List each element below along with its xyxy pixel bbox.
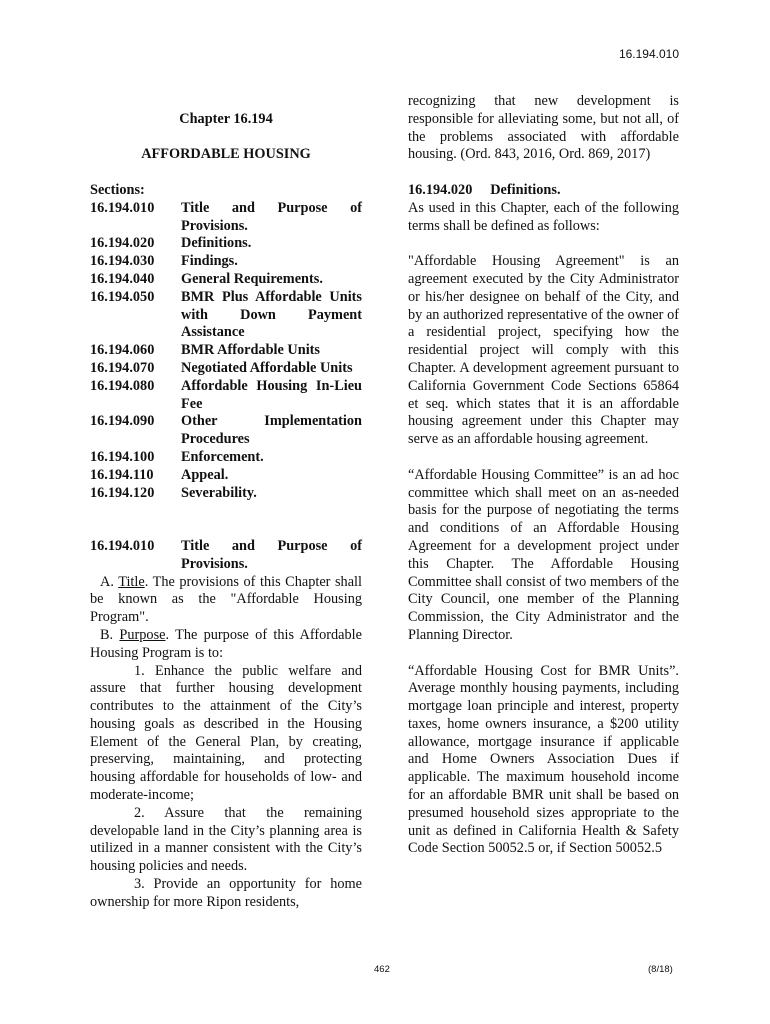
toc-section-title: Definitions. — [181, 235, 252, 252]
toc-section-title: Negotiated Affordable Units — [181, 359, 353, 376]
purpose-2: 2. Assure that the remaining developable land in the City’s planning area is utilized in a manner consistent with the City’s housing policies and needs. — [90, 804, 362, 875]
para-b-term: Purpose — [119, 626, 166, 643]
toc-section-title: BMR Plus Affordable Units with Down Payment Assistance — [181, 288, 362, 341]
toc-row — [90, 467, 362, 485]
toc-section-title: Findings. — [181, 253, 238, 270]
running-header: 16.194.010 — [618, 47, 679, 61]
para-a-text: . The provisions of this Chapter shall be known as the "Affordable Housing Program". — [90, 573, 363, 626]
toc-section-number: 16.194.020 — [90, 235, 155, 252]
revision-date: (8/18) — [648, 964, 673, 975]
toc-section-number: 16.194.030 — [90, 253, 155, 270]
para-a-term: Title — [118, 573, 145, 590]
toc-row — [90, 235, 362, 253]
definition-affordable-housing-agreement: "Affordable Housing Agreement" is an agreement executed by the City Administrator or his/her designee on behalf of the City, and by an authorized representative of the owner of a residential project, specifying how the residential project will comply with this Chapter. A development agreement pursuant to California Government Code Sections 65864 et seq. which states that it is an affordable housing agreement under this Chapter may serve as an affordable housing agreement. — [408, 253, 679, 448]
section-010-number: 16.194.010 — [90, 537, 155, 554]
para-a — [90, 574, 362, 627]
definitions-title: Definitions. — [490, 181, 561, 198]
toc-row — [90, 289, 362, 342]
toc-section-title: Severability. — [181, 484, 257, 501]
toc-row — [90, 485, 362, 503]
definition-affordable-housing-committee: “Affordable Housing Committee” is an ad hoc committee which shall meet on an as-needed basis for the purpose of negotiating the terms and conditions of an Affordable Housing Agreement for a development project under this Chapter. The Affordable Housing Committee shall consist of two members of the City Council, one member of the Planning Commission, the City Administrator and the Planning Director. — [408, 466, 679, 643]
toc-row — [90, 360, 362, 378]
toc-section-title: Title and Purpose of Provisions. — [181, 199, 362, 234]
purpose-3: 3. Provide an opportunity for home ownership for more Ripon residents, — [90, 876, 362, 910]
left-column — [90, 93, 362, 912]
para-b — [90, 627, 362, 663]
continuation-text: recognizing that new development is responsible for alleviating some, but not all, of the problems associated with affordable housing. (Ord. 843, 2016, Ord. 869, 2017) — [408, 93, 679, 163]
definition-affordable-housing-cost: “Affordable Housing Cost for BMR Units”. Average monthly housing payments, including mortgage loan principle and interest, property taxes, home owners insurance, a $200 utility allowance, mortgage insurance if applicable and Home Owners Association Dues if applicable. The maximum household income for an affordable BMR unit shall be based on presumed household sizes appropriate to the unit as defined in California Health & Safety Code Section 50052.5 or, if Section 50052.5 — [408, 662, 679, 857]
definitions-number: 16.194.020 — [408, 181, 473, 198]
toc-section-number: 16.194.120 — [90, 484, 155, 501]
para-b-label: B. — [100, 626, 114, 643]
purpose-1: 1. Enhance the public welfare and assure that further housing development contributes to the attainment of the City’s housing goals as described in the Housing Element of the General Plan, by creating, preserving, maintaining, and protecting housing affordable for households of low- and moderate-income; — [90, 662, 362, 804]
toc-section-number: 16.194.010 — [90, 199, 155, 216]
chapter-title: AFFORDABLE HOUSING — [141, 146, 311, 163]
toc-section-number: 16.194.040 — [90, 270, 155, 287]
toc-section-number: 16.194.050 — [90, 288, 155, 305]
toc-section-number: 16.194.110 — [90, 466, 154, 483]
toc-section-number: 16.194.080 — [90, 377, 155, 394]
para-b-text: . The purpose of this Affordable Housing Program is to: — [90, 626, 362, 661]
toc-row — [90, 271, 362, 289]
toc-section-title: Affordable Housing In-Lieu Fee — [181, 377, 362, 412]
sections-list — [90, 200, 362, 503]
page-number: 462 — [374, 964, 390, 975]
definitions-heading — [408, 182, 679, 200]
toc-section-title: Enforcement. — [181, 448, 264, 465]
toc-section-title: General Requirements. — [181, 270, 323, 287]
toc-section-title: BMR Affordable Units — [181, 342, 320, 359]
toc-row — [90, 449, 362, 467]
sections-heading: Sections: — [90, 181, 145, 198]
toc-section-number: 16.194.090 — [90, 413, 155, 430]
toc-row — [90, 378, 362, 414]
toc-row — [90, 200, 362, 236]
definitions-intro: As used in this Chapter, each of the following terms shall be defined as follows: — [408, 199, 679, 234]
section-010-heading — [90, 538, 362, 574]
toc-section-number: 16.194.070 — [90, 359, 155, 376]
toc-row — [90, 342, 362, 360]
para-a-label: A. — [100, 573, 114, 590]
toc-section-number: 16.194.100 — [90, 448, 155, 465]
right-column — [408, 93, 679, 858]
section-010-title: Title and Purpose of Provisions. — [181, 537, 362, 572]
toc-section-number: 16.194.060 — [90, 342, 155, 359]
toc-row — [90, 253, 362, 271]
toc-section-title: Other Implementation Procedures — [181, 413, 362, 448]
toc-section-title: Appeal. — [181, 466, 229, 483]
toc-row — [90, 413, 362, 449]
chapter-label: Chapter 16.194 — [179, 110, 273, 127]
